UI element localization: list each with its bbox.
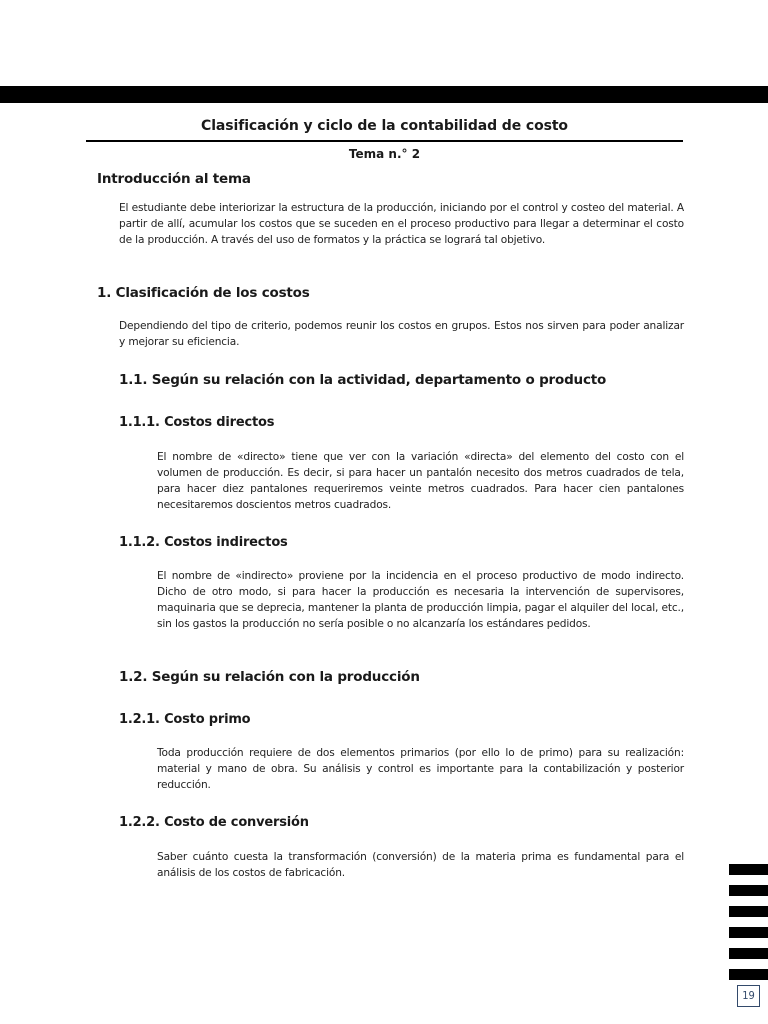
section-1-2-1-paragraph: Toda producción requiere de dos elementos primarios (por ello lo de primo) para su realización: material y mano de obra. Su análisis y control es importante para la contabilización y posterior reducción. — [157, 747, 684, 791]
stripe — [729, 885, 768, 896]
document-title: Clasificación y ciclo de la contabilidad de costo — [201, 118, 568, 134]
stripe — [729, 969, 768, 980]
section-1-1-2-paragraph: El nombre de «indirecto» proviene por la incidencia en el proceso productivo de modo indirecto. Dicho de otro modo, si para hacer la producción es necesaria la intervención de supervisores, maquinaria que se deprecia, mantener la planta de producción limpia, pagar el alquiler del local, etc., sin los gastos la producción no sería posible o no alcanzaría los estándares pedidos. — [157, 570, 684, 630]
stripe — [729, 927, 768, 938]
section-1-2-2-heading: 1.2.2. Costo de conversión — [119, 815, 309, 830]
section-1-heading: 1. Clasificación de los costos — [97, 285, 310, 301]
section-1-1-1-heading: 1.1.1. Costos directos — [119, 415, 275, 430]
title-divider — [86, 140, 683, 142]
stripe — [729, 864, 768, 875]
section-1-2-2-paragraph: Saber cuánto cuesta la transformación (conversión) de la materia prima es fundamental para el análisis de los costos de fabricación. — [157, 851, 684, 879]
header-bar — [0, 86, 768, 103]
decorative-stripes — [729, 864, 768, 990]
stripe — [729, 948, 768, 959]
section-1-1-2-heading: 1.1.2. Costos indirectos — [119, 535, 288, 550]
section-1-1-1-paragraph: El nombre de «directo» tiene que ver con la variación «directa» del elemento del costo con el volumen de producción. Es decir, si para hacer un pantalón necesito dos metros cuadrados de tela, para hacer diez pantalones requeriremos veinte metros cuadrados. Para hacer cien pantalones necesitaremos doscientos metros cuadrados. — [157, 451, 684, 511]
intro-heading: Introducción al tema — [97, 171, 251, 187]
topic-number: Tema n.° 2 — [348, 147, 421, 161]
section-1-2-heading: 1.2. Según su relación con la producción — [119, 669, 420, 685]
stripe — [729, 906, 768, 917]
section-1-2-1-heading: 1.2.1. Costo primo — [119, 712, 251, 727]
section-1-1-heading: 1.1. Según su relación con la actividad, departamento o producto — [119, 372, 607, 388]
page-number: 19 — [737, 985, 760, 1007]
intro-paragraph: El estudiante debe interiorizar la estructura de la producción, iniciando por el control y costeo del material. A partir de allí, acumular los costos que se suceden en el proceso productivo para llegar a determinar el costo de la producción. A través del uso de formatos y la práctica se logrará tal objetivo. — [119, 202, 684, 246]
section-1-paragraph: Dependiendo del tipo de criterio, podemos reunir los costos en grupos. Estos nos sirven para poder analizar y mejorar su eficiencia. — [119, 320, 684, 348]
